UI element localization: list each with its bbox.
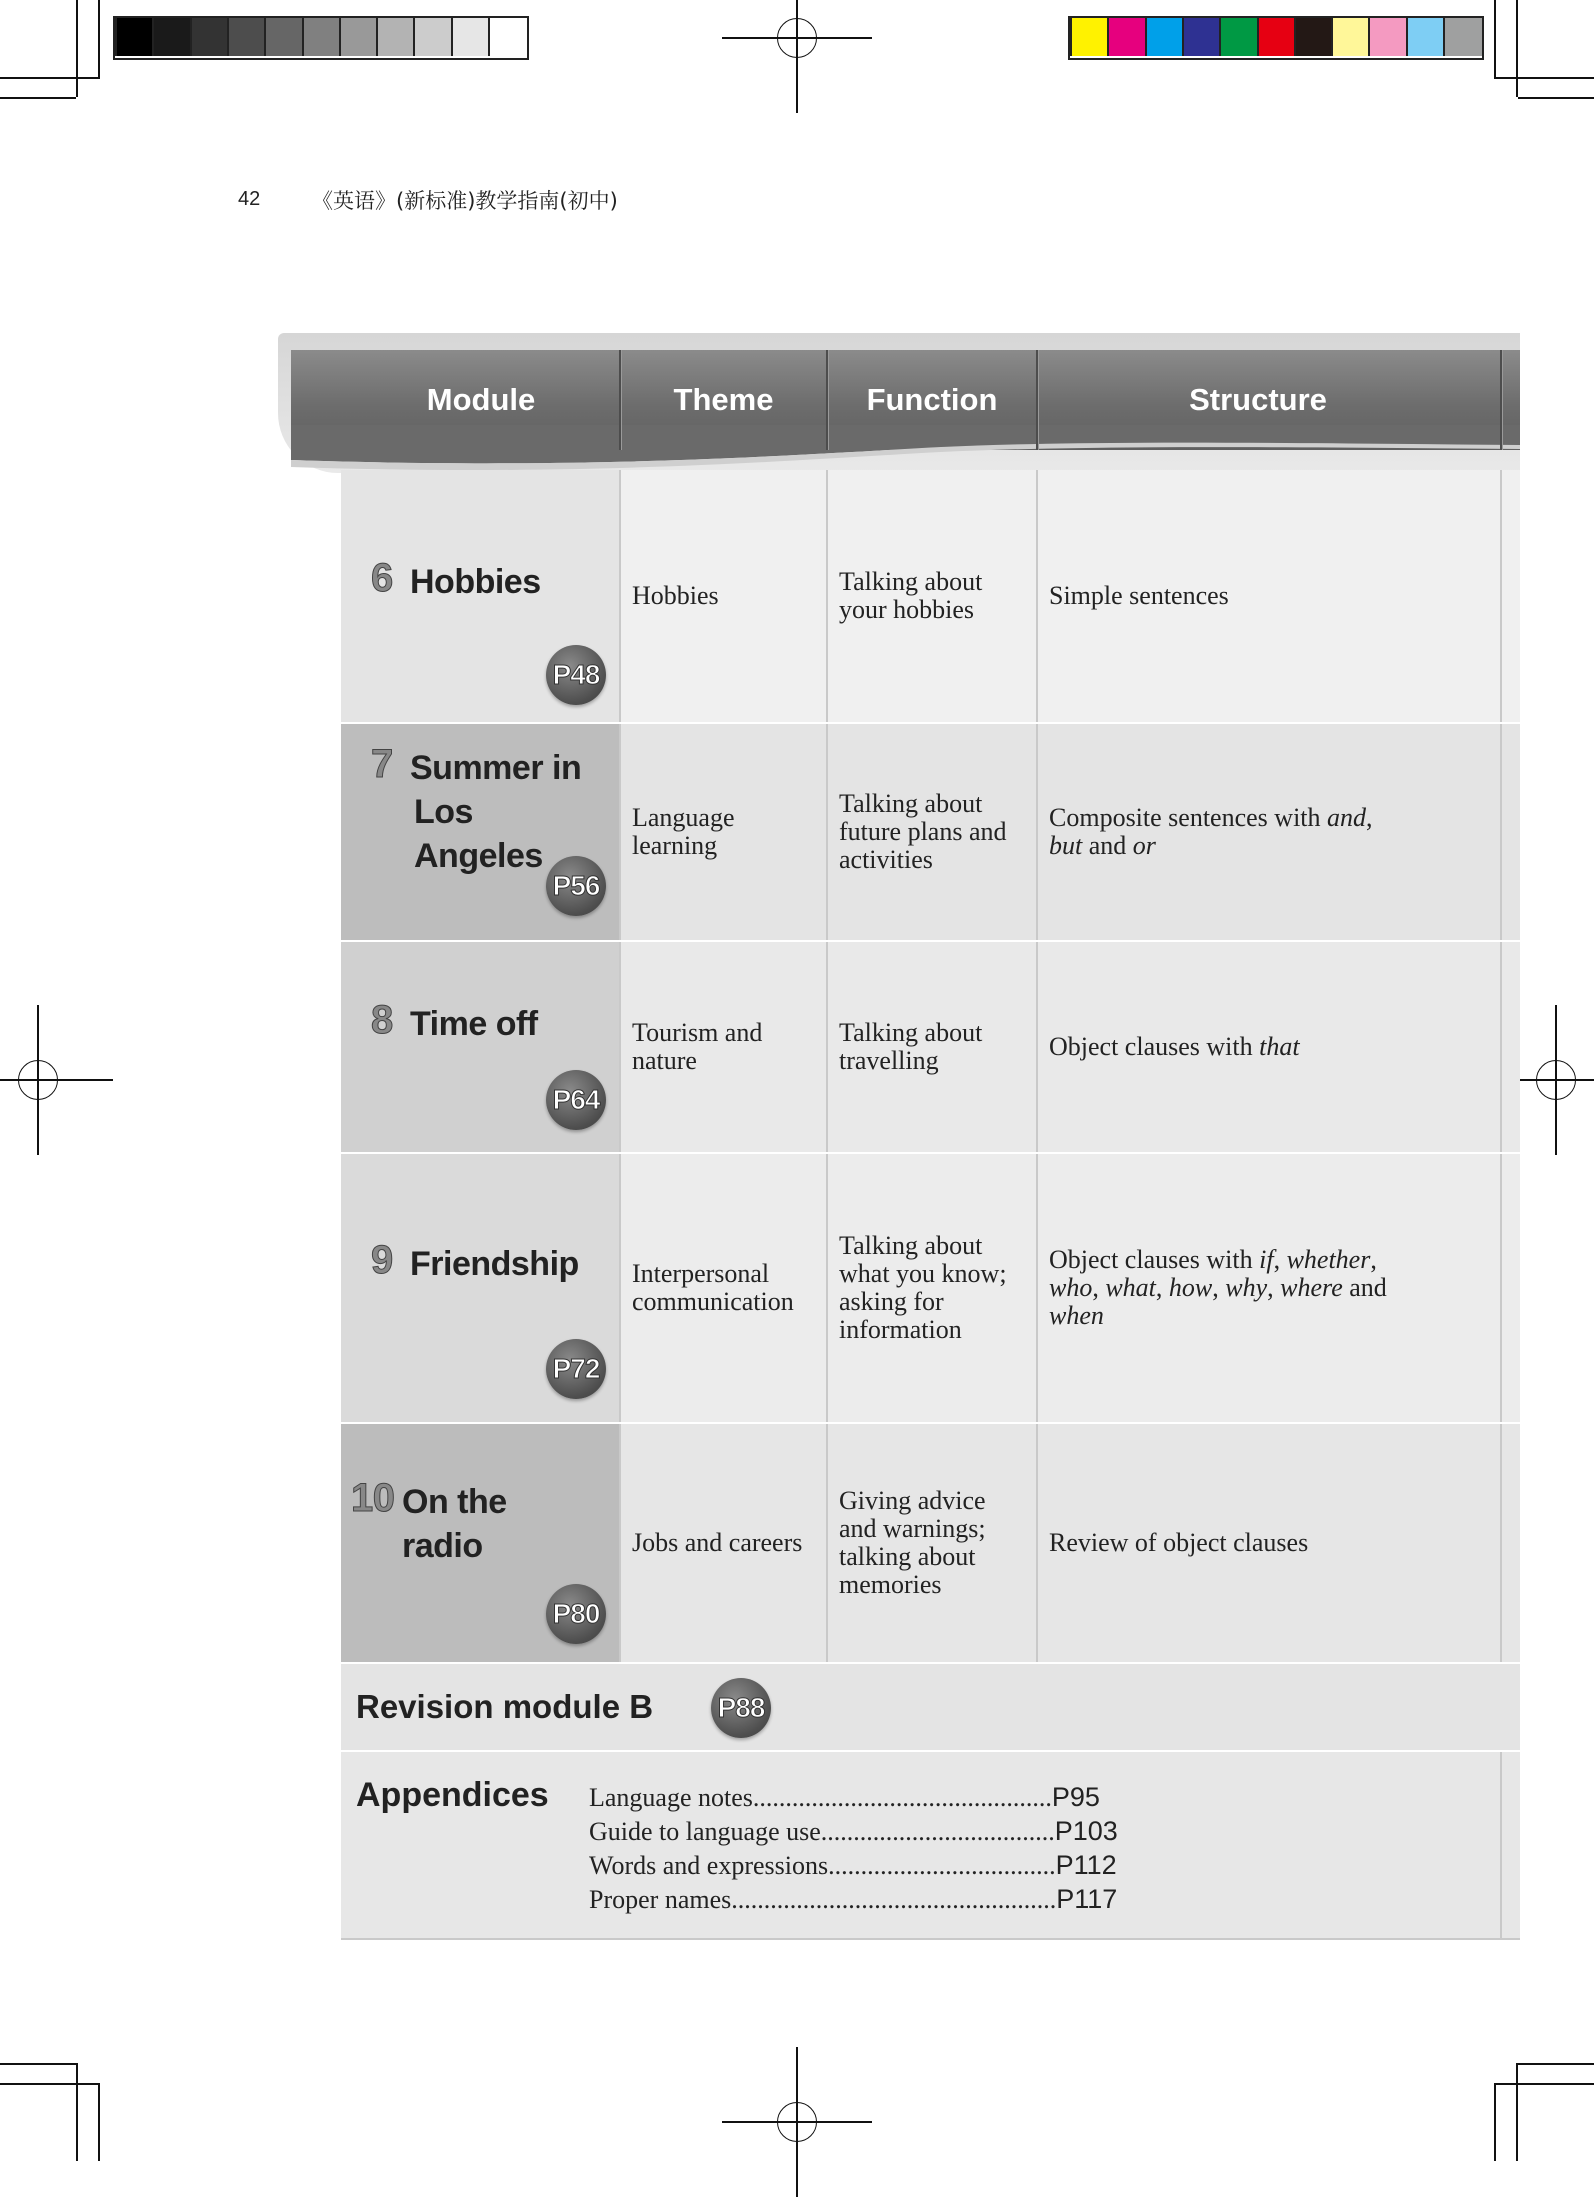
structure-text: Review of object clauses [1049,1528,1309,1557]
color-swatch [1294,18,1333,56]
function-line: talking about [839,1542,976,1571]
column-divider [619,1154,621,1422]
gray-swatch [115,18,154,56]
color-swatch [1257,18,1296,56]
column-divider [1500,942,1502,1152]
appendix-item[interactable] [589,1884,1118,1918]
appendix-page: P103 [1054,1816,1118,1846]
page-number: 42 [238,188,261,210]
appendices-label: Appendices [356,1776,549,1814]
structure-cell [1049,470,1489,722]
module-cell [341,1424,619,1662]
appendices-list [589,1782,1118,1918]
function-line: future plans and [839,817,1007,846]
module-page-badge[interactable] [546,856,606,916]
function-cell [839,942,1039,1152]
module-cell [341,942,619,1152]
header-separator [1500,350,1503,450]
structure-cell [1049,1154,1489,1422]
color-swatch [1107,18,1146,56]
column-divider [826,1424,828,1662]
running-head: 《英语》(新标准)教学指南(初中) [312,189,618,213]
module-number: 9 [371,1238,393,1282]
theme-cell [632,1154,822,1422]
crop-mark [1516,0,1518,97]
column-divider [619,1424,621,1662]
module-name-line: radio [402,1527,483,1565]
theme-text: Interpersonal communication [632,1259,794,1316]
header-theme: Theme [673,382,774,417]
crop-mark [0,77,100,79]
appendix-item[interactable] [589,1850,1118,1884]
module-page: P56 [552,870,600,901]
appendix-leader: ................................... [828,1851,1056,1880]
gray-swatch [413,18,452,56]
color-swatch [1331,18,1370,56]
crop-mark [1494,0,1496,79]
header-module: Module [426,382,536,417]
column-divider [619,942,621,1152]
module-number: 7 [371,742,393,786]
module-page: P48 [552,659,600,690]
function-cell [839,1424,1039,1662]
column-divider [1036,942,1038,1152]
module-title [371,742,582,878]
appendix-page: P117 [1056,1884,1118,1914]
header-structure: Structure [1189,382,1327,417]
theme-text: Tourism and nature [632,1018,763,1075]
function-line: activities [839,845,933,874]
module-cell [341,1154,619,1422]
structure-text: Object clauses with that [1049,1032,1300,1061]
module-row [341,724,1520,940]
crop-mark [1516,2063,1518,2161]
gray-swatch [190,18,229,56]
theme-cell [632,1424,822,1662]
gray-swatch [451,18,490,56]
header-function: Function [866,382,998,417]
registration-mark [722,0,872,113]
crop-mark [1494,2083,1594,2085]
module-page: P72 [552,1353,600,1384]
module-name-line: Time off [410,1005,538,1043]
appendix-item[interactable] [589,1816,1118,1850]
module-row [341,1154,1520,1422]
module-number: 8 [371,998,393,1042]
module-number: 10 [351,1476,395,1520]
function-line: memories [839,1570,942,1599]
module-page-badge[interactable] [546,645,606,705]
column-divider [1500,470,1502,722]
module-name-line: On the [402,1483,507,1521]
column-divider [1036,724,1038,940]
function-line: asking for [839,1287,944,1316]
module-title [371,998,538,1046]
function-cell [839,470,1039,722]
gray-swatch [152,18,191,56]
structure-cell [1049,1424,1489,1662]
color-swatch [1182,18,1221,56]
color-swatch [1368,18,1407,56]
crop-mark [1494,77,1594,79]
function-line: Talking about [839,1018,983,1047]
color-swatch [1443,18,1482,56]
appendix-name: Language notes [589,1783,753,1812]
module-name-line: Angeles [414,837,543,875]
structure-text: Composite sentences with and, but and or [1049,803,1373,860]
function-line: Talking about [839,567,983,596]
revision-label: Revision module B [356,1688,654,1725]
structure-cell [1049,942,1489,1152]
column-divider [1500,1424,1502,1662]
gray-swatch [339,18,378,56]
crop-mark [76,0,78,97]
crop-mark [1518,2063,1594,2065]
column-divider [619,470,621,722]
column-divider [1500,1752,1502,1938]
module-cell [341,470,619,722]
function-line: Talking about [839,789,983,818]
registration-mark [722,2047,872,2197]
appendix-item[interactable] [589,1782,1118,1816]
crop-mark [1494,2083,1496,2161]
appendix-leader: .................................................. [731,1885,1057,1914]
module-row [341,942,1520,1152]
crop-mark [0,97,76,99]
gray-swatch [227,18,266,56]
gray-swatch [264,18,303,56]
module-title [351,1476,507,1568]
crop-mark [98,2083,100,2161]
color-swatch [1219,18,1258,56]
revision-page: P88 [717,1692,765,1723]
theme-cell [632,942,822,1152]
appendix-name: Guide to language use [589,1817,821,1846]
column-divider [826,724,828,940]
module-page: P80 [552,1598,600,1629]
revision-page-badge[interactable] [711,1678,771,1738]
module-title [371,556,541,604]
gray-swatch [376,18,415,56]
module-number: 6 [371,556,393,600]
function-line: Talking about [839,1231,983,1260]
revision-row [341,1664,1520,1750]
function-line: Giving advice [839,1486,986,1515]
module-page: P64 [552,1084,600,1115]
theme-cell [632,724,822,940]
function-cell [839,1154,1039,1422]
column-divider [1036,470,1038,722]
color-swatch [1145,18,1184,56]
module-row [341,1424,1520,1662]
module-cell [341,724,619,940]
crop-mark [76,2063,78,2161]
module-name-line: Hobbies [410,563,541,601]
function-line: what you know; [839,1259,1007,1288]
structure-text: Object clauses with if, whether, who, what, how, why, where and when [1049,1245,1387,1330]
column-divider [619,724,621,940]
function-cell [839,724,1039,940]
column-divider [1500,724,1502,940]
appendix-page: P95 [1051,1782,1100,1812]
appendices-row [341,1752,1520,1940]
appendix-leader: .................................... [820,1817,1055,1846]
crop-mark [98,0,100,79]
theme-text: Language learning [632,803,735,860]
theme-text: Jobs and careers [632,1528,803,1557]
function-line: information [839,1315,962,1344]
column-divider [826,1154,828,1422]
gray-swatch [488,18,527,56]
theme-cell [632,470,822,722]
column-divider [1500,1154,1502,1422]
appendix-page: P112 [1055,1850,1117,1880]
crop-mark [1518,97,1594,99]
appendix-name: Proper names [589,1885,732,1914]
function-line: and warnings; [839,1514,986,1543]
crop-mark [0,2063,76,2065]
column-divider [1036,1424,1038,1662]
structure-cell [1049,724,1489,940]
module-page-badge[interactable] [546,1584,606,1644]
registration-mark [0,1005,113,1155]
column-divider [826,470,828,722]
module-name-line: Friendship [410,1245,579,1283]
module-name-line: Summer in [410,749,582,787]
column-divider [1036,1154,1038,1422]
module-page-badge[interactable] [546,1339,606,1399]
crop-mark [0,2083,100,2085]
structure-text: Simple sentences [1049,581,1229,610]
theme-text: Hobbies [632,581,719,610]
module-name-line: Los [414,793,473,831]
function-line: travelling [839,1046,939,1075]
gray-swatch [302,18,341,56]
color-swatch [1070,18,1109,56]
color-swatch [1406,18,1445,56]
column-divider [826,942,828,1152]
function-line: your hobbies [839,595,975,624]
appendix-leader: .............................................. [752,1783,1052,1812]
module-row [341,470,1520,722]
module-page-badge[interactable] [546,1070,606,1130]
appendix-name: Words and expressions [589,1851,829,1880]
module-title [371,1238,579,1286]
